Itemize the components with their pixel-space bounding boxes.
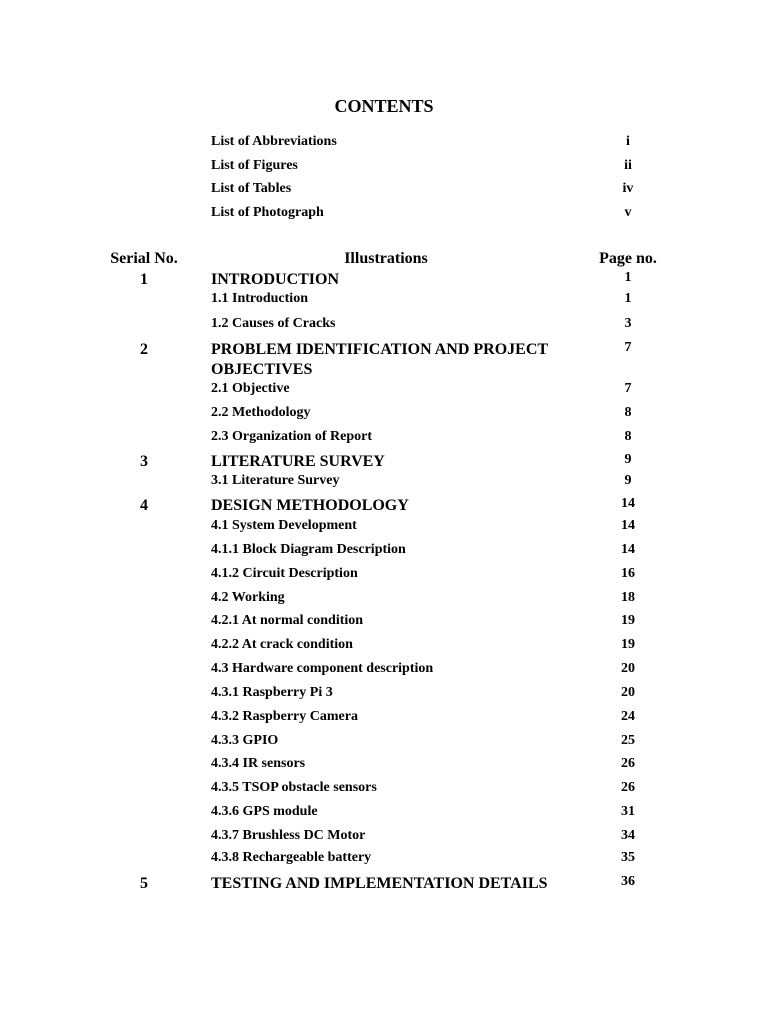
front-matter-label: List of Abbreviations [211, 134, 337, 149]
page-number: 9 [624, 473, 632, 488]
page-column-header: Page no. [599, 250, 657, 267]
chapter-serial-number: 1 [140, 271, 148, 288]
page-number: 14 [621, 518, 635, 533]
chapter-title: INTRODUCTION [211, 271, 340, 288]
chapter-serial-number: 3 [140, 453, 148, 470]
section-title: 4.2 Working [211, 590, 285, 605]
section-title: 3.1 Literature Survey [211, 473, 340, 488]
chapter-title: DESIGN METHODOLOGY [211, 497, 409, 514]
section-title: 4.1.2 Circuit Description [211, 566, 358, 581]
page-number: 20 [621, 661, 635, 676]
section-title: 4.1 System Development [211, 518, 357, 533]
illustrations-column-header: Illustrations [344, 250, 428, 267]
section-title: 2.2 Methodology [211, 405, 311, 420]
page-number: 3 [624, 316, 632, 331]
section-title: 4.1.1 Block Diagram Description [211, 542, 406, 557]
page-number: 18 [621, 590, 635, 605]
section-title: 4.3.7 Brushless DC Motor [211, 828, 366, 843]
section-title: 4.3.8 Rechargeable battery [211, 850, 372, 865]
section-title: 4.2.2 At crack condition [211, 637, 353, 652]
section-title: 2.3 Organization of Report [211, 429, 372, 444]
front-matter-page: ii [624, 158, 632, 173]
chapter-serial-number: 5 [140, 875, 148, 892]
front-matter-page: i [626, 134, 630, 149]
page-number: 8 [624, 429, 632, 444]
section-title: 2.1 Objective [211, 381, 290, 396]
front-matter-page: iv [622, 181, 634, 196]
page-number: 19 [621, 613, 635, 628]
section-title: 4.2.1 At normal condition [211, 613, 364, 628]
serial-column-header: Serial No. [110, 250, 178, 267]
chapter-title: TESTING AND IMPLEMENTATION DETAILS [211, 875, 548, 892]
front-matter-label: List of Photograph [211, 205, 324, 220]
page-number: 8 [624, 405, 632, 420]
section-title: 4.3.6 GPS module [211, 804, 318, 819]
section-title: 4.3.4 IR sensors [211, 756, 306, 771]
page-number: 7 [624, 340, 632, 355]
section-title: 4.3.2 Raspberry Camera [211, 709, 358, 724]
page-number: 16 [621, 566, 635, 581]
chapter-serial-number: 4 [140, 497, 148, 514]
page-number: 14 [621, 496, 635, 511]
section-title: 4.3.5 TSOP obstacle sensors [211, 780, 377, 795]
page-number: 24 [621, 709, 635, 724]
page-number: 36 [621, 874, 635, 889]
chapter-title: LITERATURE SURVEY [211, 453, 385, 470]
page-number: 20 [621, 685, 635, 700]
section-title: 4.3 Hardware component description [211, 661, 434, 676]
page-number: 1 [624, 270, 632, 285]
page-number: 31 [621, 804, 635, 819]
page-title: CONTENTS [334, 96, 434, 116]
page-number: 14 [621, 542, 635, 557]
page-number: 9 [624, 452, 632, 467]
chapter-title: PROBLEM IDENTIFICATION AND PROJECT OBJECTIVES [211, 341, 548, 378]
page-number: 34 [621, 828, 635, 843]
chapter-serial-number: 2 [140, 341, 148, 358]
section-title: 4.3.3 GPIO [211, 733, 279, 748]
page-number: 19 [621, 637, 635, 652]
page-number: 26 [621, 780, 635, 795]
section-title: 4.3.1 Raspberry Pi 3 [211, 685, 333, 700]
page-number: 26 [621, 756, 635, 771]
page-number: 25 [621, 733, 635, 748]
front-matter-label: List of Figures [211, 158, 298, 173]
section-title: 1.1 Introduction [211, 291, 308, 306]
section-title: 1.2 Causes of Cracks [211, 316, 336, 331]
front-matter-page: v [624, 205, 632, 220]
page-number: 1 [624, 291, 632, 306]
front-matter-label: List of Tables [211, 181, 292, 196]
page-number: 7 [624, 381, 632, 396]
page-number: 35 [621, 850, 635, 865]
